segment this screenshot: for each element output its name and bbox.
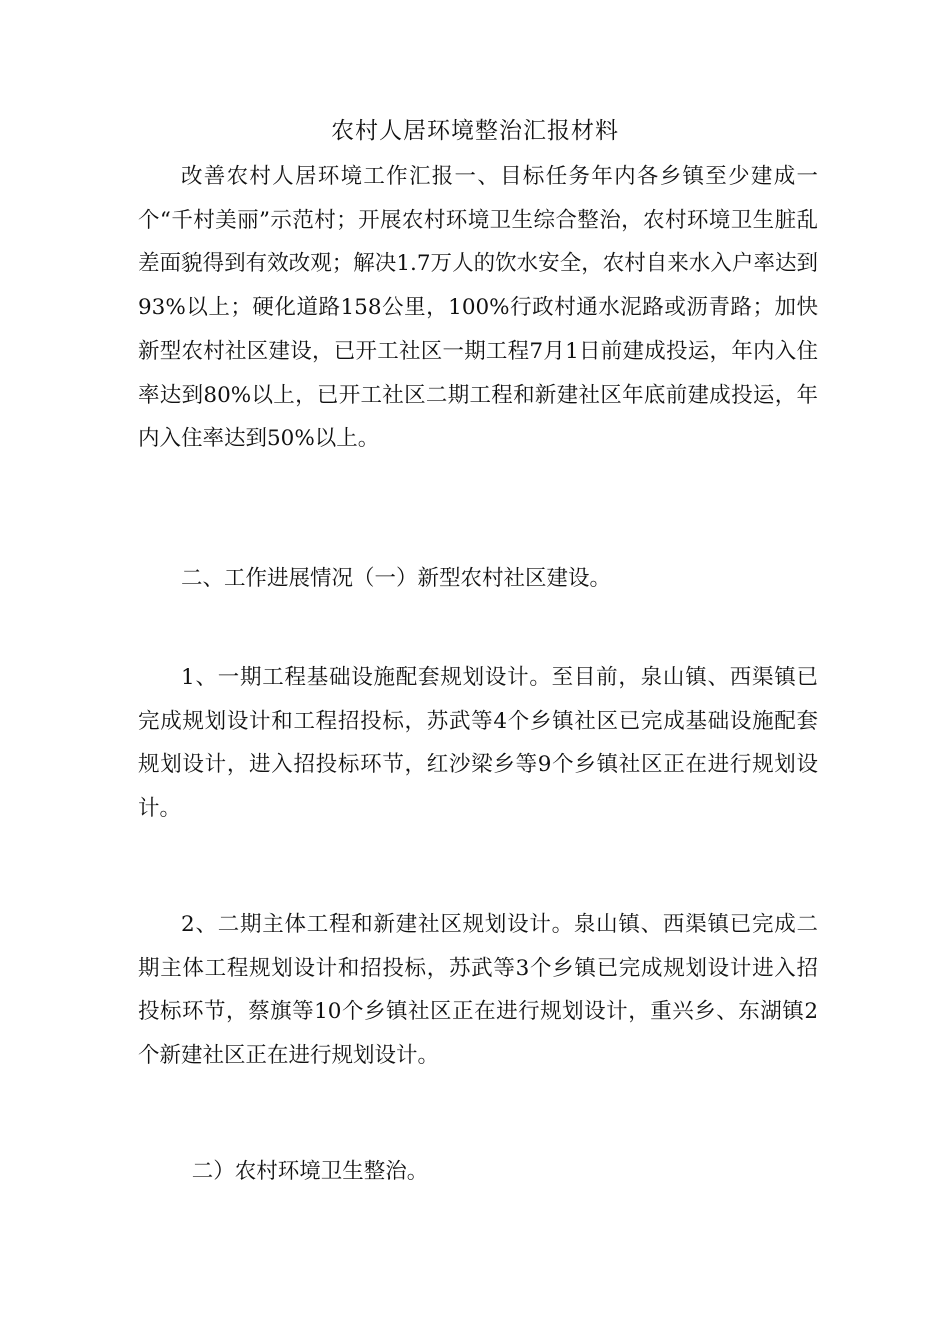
paragraph-sanitation-heading: 二）农村环境卫生整治。 [191,1159,429,1184]
paragraph-phase-two: 2、二期主体工程和新建社区规划设计。泉山镇、西渠镇已完成二期主体工程规划设计和招投标，苏武等3个乡镇已完成规划设计进入招投标环节，蔡旗等10个乡镇社区正在进行规划设计，重兴乡、东湖镇2个新建社区正在进行规划设计。 [138,912,818,1069]
paragraph-phase-one: 1、一期工程基础设施配套规划设计。至目前，泉山镇、西渠镇已完成规划设计和工程招投标，苏武等4个乡镇社区已完成基础设施配套规划设计，进入招投标环节，红沙梁乡等9个乡镇社区正在进行规划设计。 [138,665,818,822]
paragraph-progress-heading: 二、工作进展情况（一）新型农村社区建设。 [181,566,612,591]
document-title: 农村人居环境整治汇报材料 [331,118,619,144]
paragraph-goals: 改善农村人居环境工作汇报一、目标任务年内各乡镇至少建成一个“千村美丽”示范村；开展农村环境卫生综合整治，农村环境卫生脏乱差面貌得到有效改观；解决1.7万人的饮水安全，农村自来水入户率达到93%以上；硬化道路158公里，100%行政村通水泥路或沥青路；加快新型农村社区建设，已开工社区一期工程7月1日前建成投运，年内入住率达到80%以上，已开工社区二期工程和新建社区年底前建成投运，年内入住率达到50%以上。 [138,164,818,452]
